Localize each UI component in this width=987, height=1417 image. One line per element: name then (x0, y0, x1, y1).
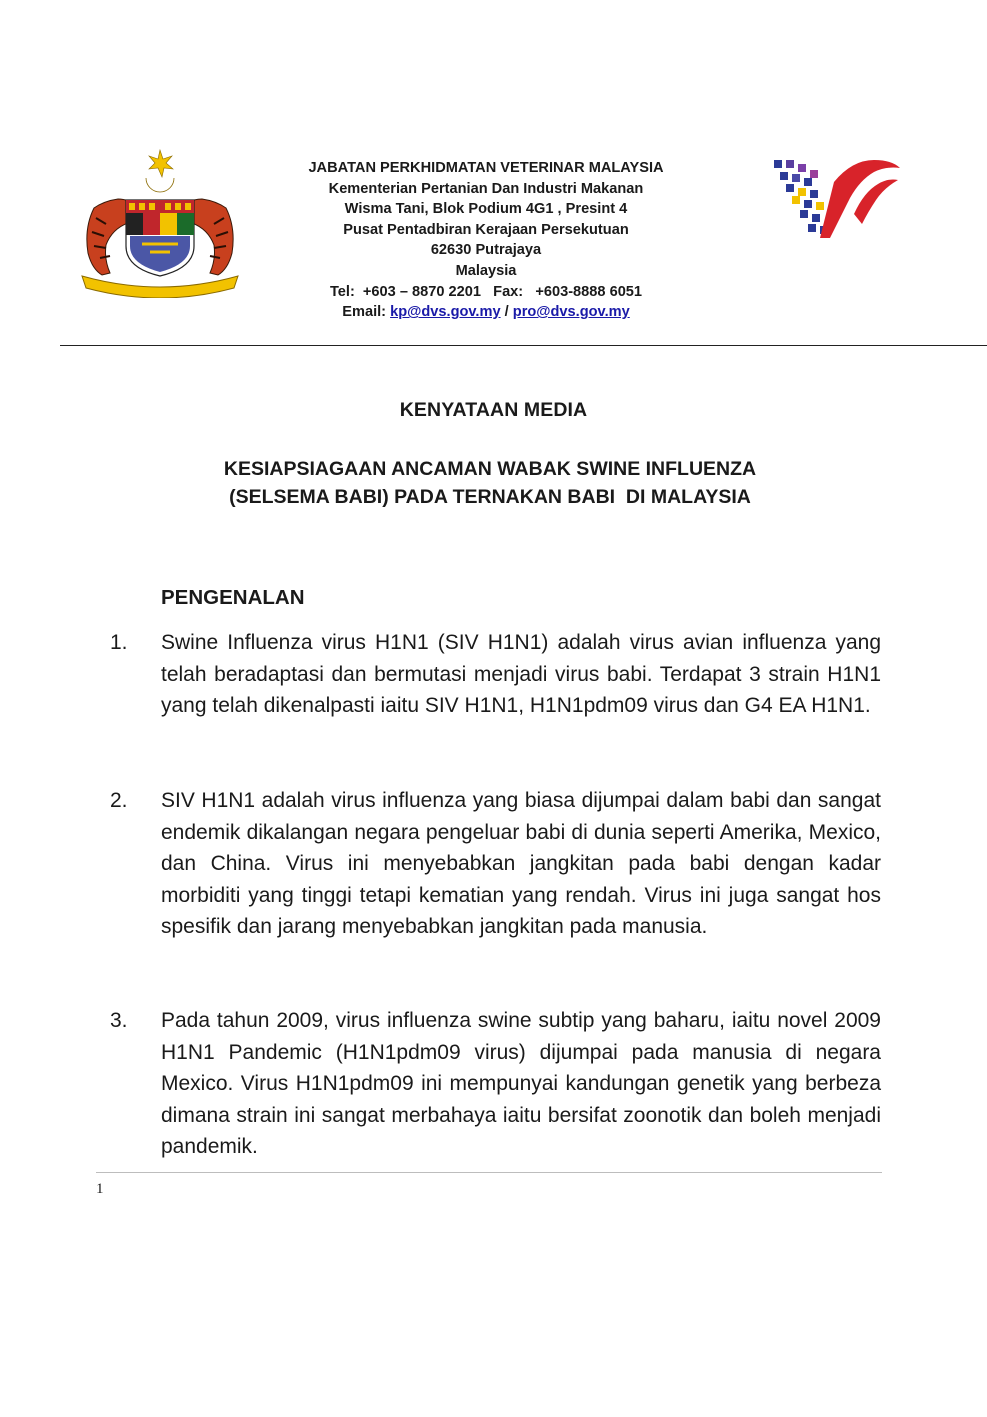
malaysia-coat-of-arms-icon (74, 148, 246, 298)
paragraph-number: 3. (110, 1009, 128, 1032)
paragraph-text: Pada tahun 2009, virus influenza swine subtip yang baharu, iaitu novel 2009 H1N1 Pandemic (H1N1pdm09 virus) dijumpai pada manusia di negara Mexico. Virus H1N1pdm09 ini mempunyai kandungan genetik yang berbeza dimana strain ini sangat merbahaya iaitu bersifat zoonotik dan boleh menjadi pandemik. (161, 1009, 881, 1159)
footer-divider (96, 1172, 882, 1173)
document-title: KENYATAAN MEDIA (399, 399, 588, 421)
postcode-city: 62630 Putrajaya (430, 242, 542, 259)
email-separator: / (504, 304, 509, 321)
email-link-pro[interactable]: pro@dvs.gov.my (512, 304, 630, 321)
subtitle-line-1: KESIAPSIAGAAN ANCAMAN WABAK SWINE INFLUENZA (223, 458, 757, 480)
section-heading: PENGENALAN (161, 586, 305, 609)
letterhead (260, 158, 712, 323)
paragraph-number: 1. (110, 631, 128, 654)
paragraph-number: 2. (110, 789, 128, 812)
email-link-kp[interactable]: kp@dvs.gov.my (390, 304, 501, 321)
document-subtitle (130, 455, 850, 511)
department-name: JABATAN PERKHIDMATAN VETERINAR MALAYSIA (308, 160, 664, 176)
dvs-v-logo-icon (770, 152, 902, 244)
email-line (260, 302, 712, 323)
header-divider (60, 345, 987, 346)
phone-fax: Tel: +603 – 8870 2201 Fax: +603-8888 6051 (329, 283, 643, 300)
email-label: Email: (342, 304, 387, 321)
paragraph-text: Swine Influenza virus H1N1 (SIV H1N1) adalah virus avian influenza yang telah beradaptasi dan bermutasi menjadi virus babi. Terdapat 3 strain H1N1 yang telah dikenalpasti iaitu SIV H1N1, H1N1pdm09 virus dan G4 EA H1N1. (161, 631, 881, 718)
address-line-1: Wisma Tani, Blok Podium 4G1 , Presint 4 (344, 201, 628, 218)
subtitle-line-2: (SELSEMA BABI) PADA TERNAKAN BABI DI MALAYSIA (229, 486, 751, 508)
ministry-name: Kementerian Pertanian Dan Industri Makanan (328, 180, 644, 197)
paragraph-text: SIV H1N1 adalah virus influenza yang biasa dijumpai dalam babi dan sangat endemik dikalangan negara pengeluar babi di dunia seperti Amerika, Mexico, dan China. Virus ini menyebabkan jangkitan pada babi dengan kadar morbiditi yang tinggi tetapi kematian yang rendah. Virus ini juga sangat hos spesifik dan jarang menyebabkan jangkitan pada manusia. (161, 789, 881, 939)
country: Malaysia (455, 262, 517, 279)
page-number: 1 (96, 1181, 104, 1197)
address-line-2: Pusat Pentadbiran Kerajaan Persekutuan (343, 221, 629, 238)
